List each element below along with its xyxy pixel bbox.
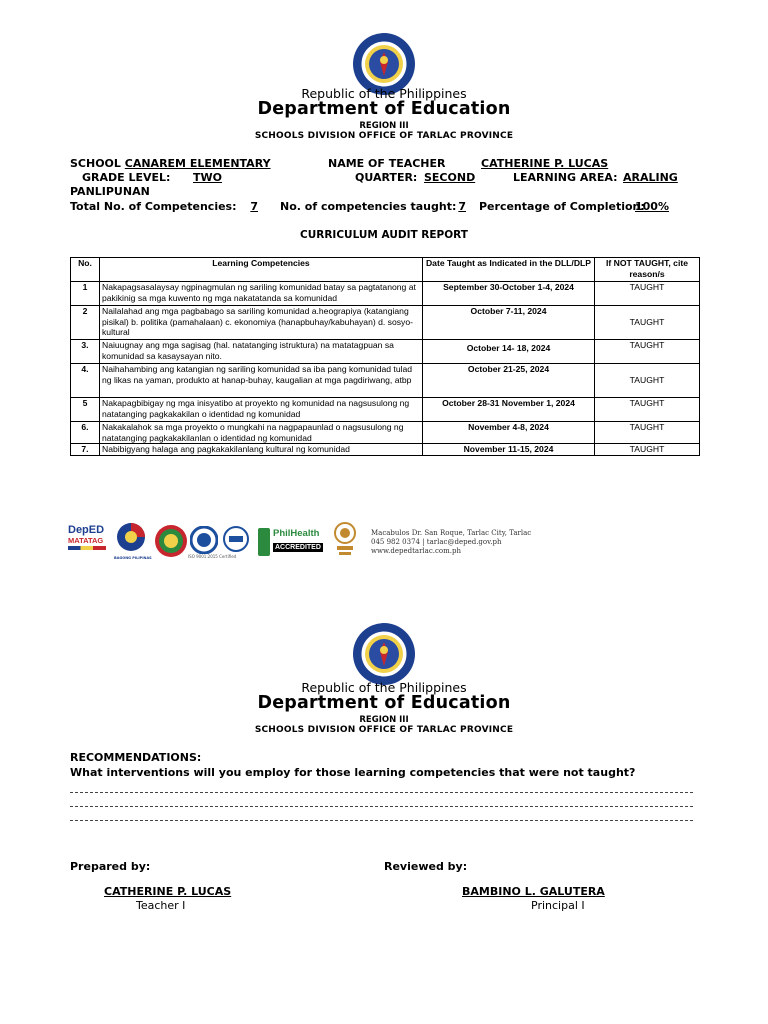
row-no: 6. bbox=[71, 422, 100, 444]
prepared-by-label: Prepared by: bbox=[70, 860, 151, 873]
total-competencies-label: Total No. of Competencies: bbox=[70, 200, 237, 213]
website-link: www.depedtarlac.com.ph bbox=[371, 547, 461, 555]
grade-value: TWO bbox=[193, 171, 222, 184]
address-line-1: Macabulos Dr. San Roque, Tarlac City, Tarlac bbox=[371, 529, 532, 537]
header-reason: If NOT TAUGHT, cite reason/s bbox=[595, 258, 700, 282]
answer-line bbox=[70, 806, 693, 807]
row-status: TAUGHT bbox=[595, 398, 700, 422]
competencies-taught-value: 7 bbox=[458, 200, 466, 213]
prepared-by-name: CATHERINE P. LUCAS bbox=[104, 885, 232, 898]
address-line-2: 045 982 0374 | tarlac@deped.gov.ph bbox=[371, 538, 502, 546]
deped-logo-text: DepED bbox=[68, 524, 105, 536]
row-date: November 11-15, 2024 bbox=[423, 444, 595, 456]
accredited-text: ACCREDITED bbox=[275, 544, 321, 551]
philhealth-text: PhilHealth bbox=[273, 528, 320, 539]
deped-seal-icon bbox=[352, 622, 416, 686]
row-competency: Nailalahad ang mga pagbabago sa sariling komunidad a.heograpiya (katangiang pisikal) b. politika (pamahalaan) c. ekonomiya (hanapbuhay/kabuhayan) d. sosyo-kultural bbox=[100, 306, 423, 340]
teacher-value: CATHERINE P. LUCAS bbox=[481, 157, 609, 170]
recommendations-title: RECOMMENDATIONS: bbox=[70, 751, 202, 764]
quarter-value: SECOND bbox=[424, 171, 476, 184]
iso-certification-icon bbox=[190, 526, 218, 554]
row-date: September 30-October 1-4, 2024 bbox=[423, 282, 595, 306]
row-status: TAUGHT bbox=[595, 282, 700, 306]
row-status: TAUGHT bbox=[595, 306, 700, 340]
learning-area-value-cont: PANLIPUNAN bbox=[70, 185, 150, 198]
table-row bbox=[71, 444, 700, 456]
row-status: TAUGHT bbox=[595, 444, 700, 456]
table-row bbox=[71, 340, 700, 364]
learning-area-label: LEARNING AREA: bbox=[513, 171, 618, 184]
department-title: Department of Education bbox=[257, 99, 511, 119]
quarter-label: QUARTER: bbox=[355, 171, 418, 184]
row-competency: Naiuugnay ang mga sagisag (hal. natatanging istruktura) na matatagpuan sa komunidad sa kasaysayan nito. bbox=[100, 340, 423, 364]
republic-title: Republic of the Philippines bbox=[301, 86, 467, 101]
row-no: 2 bbox=[71, 306, 100, 340]
division-label: SCHOOLS DIVISION OFFICE OF TARLAC PROVINCE bbox=[254, 725, 514, 735]
division-label: SCHOOLS DIVISION OFFICE OF TARLAC PROVINCE bbox=[254, 131, 514, 141]
report-title: CURRICULUM AUDIT REPORT bbox=[300, 229, 468, 241]
header-competencies: Learning Competencies bbox=[100, 258, 423, 282]
header-no: No. bbox=[71, 258, 100, 282]
region-label: REGION III bbox=[359, 715, 409, 725]
row-no: 7. bbox=[71, 444, 100, 456]
row-competency: Nakapagsasalaysay ngpinagmulan ng sariling komunidad batay sa pagtatanong at pakikinig sa mga kuwento ng mga nakatatanda sa komunidad bbox=[100, 282, 423, 306]
row-competency: Nakakalahok sa mga proyekto o mungkahi na nagpapaunlad o nagsusulong ng natatanging pagkakakilanlan o identidad ng komunidad bbox=[100, 422, 423, 444]
table-row bbox=[71, 422, 700, 444]
table-row bbox=[71, 282, 700, 306]
office-address bbox=[371, 529, 531, 556]
row-competency: Naihahambing ang katangian ng sariling komunidad sa iba pang komunidad tulad ng likas na yaman, produkto at hanap-buhay, kaugalian at mga pagdiriwang, atbp bbox=[100, 364, 423, 398]
row-date: October 21-25, 2024 bbox=[423, 364, 595, 398]
row-date: November 4-8, 2024 bbox=[423, 422, 595, 444]
row-no: 4. bbox=[71, 364, 100, 398]
bagong-pilipinas-logo bbox=[114, 522, 152, 560]
header-date-taught: Date Taught as Indicated in the DLL/DLP bbox=[423, 258, 595, 282]
prepared-by-title: Teacher I bbox=[136, 899, 186, 912]
school-label: SCHOOL bbox=[70, 157, 121, 170]
completion-label: Percentage of Completion: bbox=[479, 200, 645, 213]
bagong-pilipinas-text: BAGONG PILIPINAS bbox=[114, 556, 152, 560]
school-field bbox=[70, 157, 271, 170]
competencies-taught-label: No. of competencies taught: bbox=[280, 200, 457, 213]
row-competency: Nakapagbibigay ng mga inisyatibo at proyekto ng komunidad na nagsusulong ng natatanging pagkakakilan o identidad ng komunidad bbox=[100, 398, 423, 422]
row-no: 5 bbox=[71, 398, 100, 422]
row-date: October 14- 18, 2024 bbox=[423, 340, 595, 364]
republic-title: Republic of the Philippines bbox=[301, 680, 467, 695]
row-no: 1 bbox=[71, 282, 100, 306]
matatag-logo-text: MATATAG bbox=[68, 536, 104, 545]
department-title: Department of Education bbox=[257, 693, 511, 713]
grade-label: GRADE LEVEL: bbox=[82, 171, 171, 184]
philhealth-accredited-logo bbox=[258, 526, 324, 558]
philhealth-mark-icon bbox=[258, 528, 270, 556]
row-no: 3. bbox=[71, 340, 100, 364]
award-seal-icon bbox=[334, 522, 356, 560]
learning-area-value: ARALING bbox=[623, 171, 678, 184]
table-row bbox=[71, 398, 700, 422]
row-status: TAUGHT bbox=[595, 340, 700, 364]
region-label: REGION III bbox=[359, 121, 409, 131]
teacher-label: NAME OF TEACHER bbox=[328, 157, 446, 170]
bagong-pilipinas-icon bbox=[116, 522, 146, 552]
table-header-row bbox=[71, 258, 700, 282]
tuv-certification-icon bbox=[223, 526, 249, 552]
matatag-stripe bbox=[68, 546, 106, 550]
row-date: October 28-31 November 1, 2024 bbox=[423, 398, 595, 422]
reviewed-by-name: BAMBINO L. GALUTERA bbox=[462, 885, 605, 898]
reviewed-by-title: Principal I bbox=[531, 899, 585, 912]
tarlac-division-seal-icon bbox=[154, 524, 188, 558]
table-row bbox=[71, 306, 700, 340]
iso-certified-text: ISO 9001:2015 Certified bbox=[188, 554, 237, 559]
answer-line bbox=[70, 820, 693, 821]
curriculum-audit-table bbox=[70, 257, 700, 456]
recommendations-question: What interventions will you employ for those learning competencies that were not taught? bbox=[70, 766, 636, 779]
total-competencies-value: 7 bbox=[250, 200, 258, 213]
row-competency: Nabibigyang halaga ang pagkakakilanlang kultural ng komunidad bbox=[100, 444, 423, 456]
row-status: TAUGHT bbox=[595, 422, 700, 444]
reviewed-by-label: Reviewed by: bbox=[384, 860, 468, 873]
school-value: CANAREM ELEMENTARY bbox=[124, 157, 271, 170]
completion-value: 100% bbox=[635, 200, 669, 213]
table-row bbox=[71, 364, 700, 398]
deped-matatag-logo bbox=[68, 524, 108, 550]
answer-line bbox=[70, 792, 693, 793]
row-status: TAUGHT bbox=[595, 364, 700, 398]
row-date: October 7-11, 2024 bbox=[423, 306, 595, 340]
